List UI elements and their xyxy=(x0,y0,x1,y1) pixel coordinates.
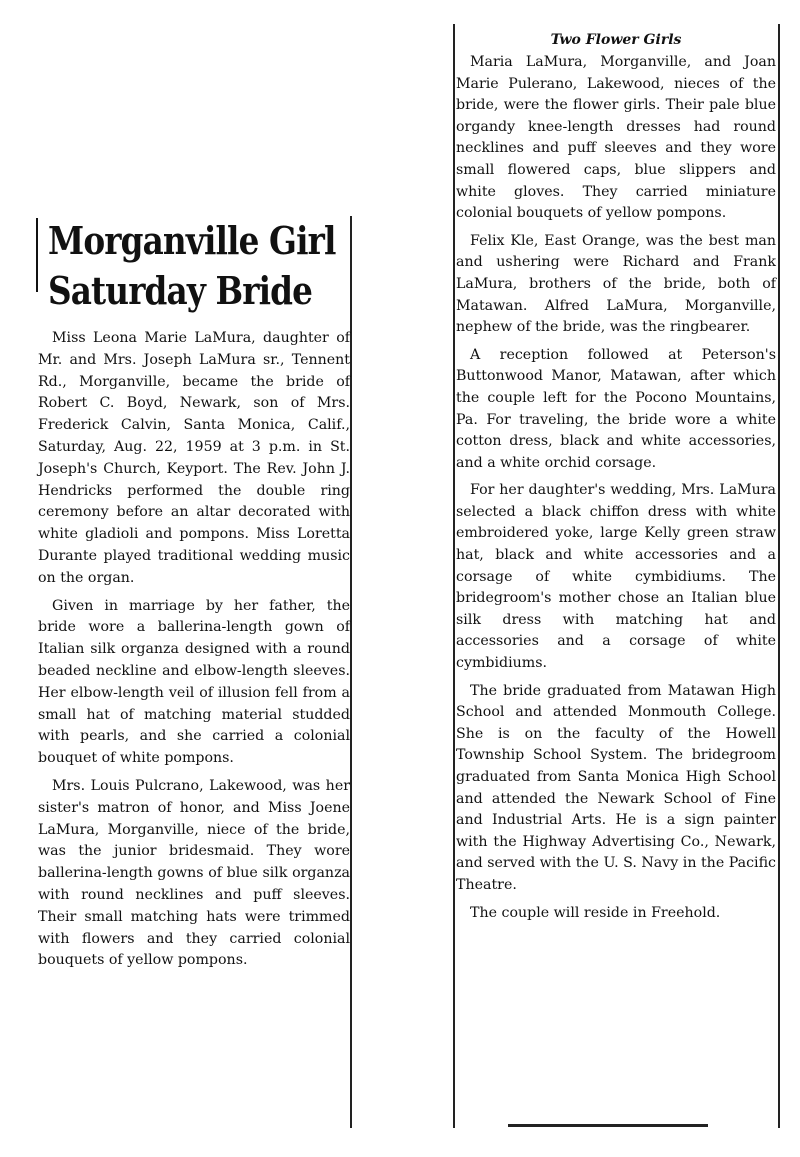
subhead: Two Flower Girls xyxy=(550,32,682,48)
column-rule-left xyxy=(350,216,352,1128)
headline-line-2: Saturday Bride xyxy=(48,268,313,313)
headline-line-1: Morganville Girl xyxy=(48,218,336,263)
paragraph: Mrs. Louis Pulcrano, Lakewood, was her sister's matron of honor, and Miss Joene LaMura, Morganville, niece of the bride, was the junior bridesmaid. They wore ballerina-length gowns of blue silk organza with round necklines and puff sleeves. Their small matching hats were trimmed with flowers and they carried colonial bouquets of yellow pompons. xyxy=(38,777,350,969)
end-rule xyxy=(508,1124,708,1127)
column-rule-right-inner xyxy=(453,24,455,1128)
paragraph: A reception followed at Peterson's Buttonwood Manor, Matawan, after which the couple left for the Pocono Mountains, Pa. For traveling, the bride wore a white cotton dress, black and white accessories, and a white orchid corsage. xyxy=(456,346,776,471)
paragraph: Felix Kle, East Orange, was the best man and ushering were Richard and Frank LaMura, brothers of the bride, both of Matawan. Alfred LaMura, Morganville, nephew of the bride, was the ringbearer. xyxy=(456,232,776,336)
headline xyxy=(48,216,358,316)
paragraph: Maria LaMura, Morganville, and Joan Marie Pulerano, Lakewood, nieces of the bride, were the flower girls. Their pale blue organdy knee-length dresses had round necklines and puff sleeves and they wore small flowered caps, blue slippers and white gloves. They carried miniature colonial bouquets of yellow pompons. xyxy=(456,54,776,222)
paragraph: The bride graduated from Matawan High School and attended Monmouth College. She is on the faculty of the Howell Township School System. The bridegroom graduated from Santa Monica High School and attended the Newark School of Fine and Industrial Arts. He is a sign painter with the Highway Advertising Co., Newark, and served with the U. S. Navy in the Pacific Theatre. xyxy=(456,682,776,893)
left-column xyxy=(38,216,350,978)
paragraph: For her daughter's wedding, Mrs. LaMura selected a black chiffon dress with white embroidered yoke, large Kelly green straw hat, black and white accessories and a corsage of white cymbidiums. The bridegroom's mother chose an Italian blue silk dress with matching hat and accessories and a corsage of white cymbidiums. xyxy=(456,482,776,672)
column-rule-right-outer xyxy=(778,24,780,1128)
paragraph: Miss Leona Marie LaMura, daughter of Mr. and Mrs. Joseph LaMura sr., Tennent Rd., Morganville, became the bride of Robert C. Boyd, Newark, son of Mrs. Frederick Calvin, Santa Monica, Calif., Saturday, Aug. 22, 1959 at 3 p.m. in St. Joseph's Church, Keyport. The Rev. John J. Hendricks performed the double ring ceremony before an altar decorated with white gladioli and pompons. Miss Loretta Durante played traditional wedding music on the organ. xyxy=(38,330,350,586)
paragraph: The couple will reside in Freehold. xyxy=(470,904,721,921)
paragraph: Given in marriage by her father, the bride wore a ballerina-length gown of Italian silk organza designed with a round beaded neckline and elbow-length sleeves. Her elbow-length veil of illusion fell from a small hat of matching material studded with pearls, and she carried a colonial bouquet of white pompons. xyxy=(38,597,350,767)
right-column xyxy=(456,30,776,930)
